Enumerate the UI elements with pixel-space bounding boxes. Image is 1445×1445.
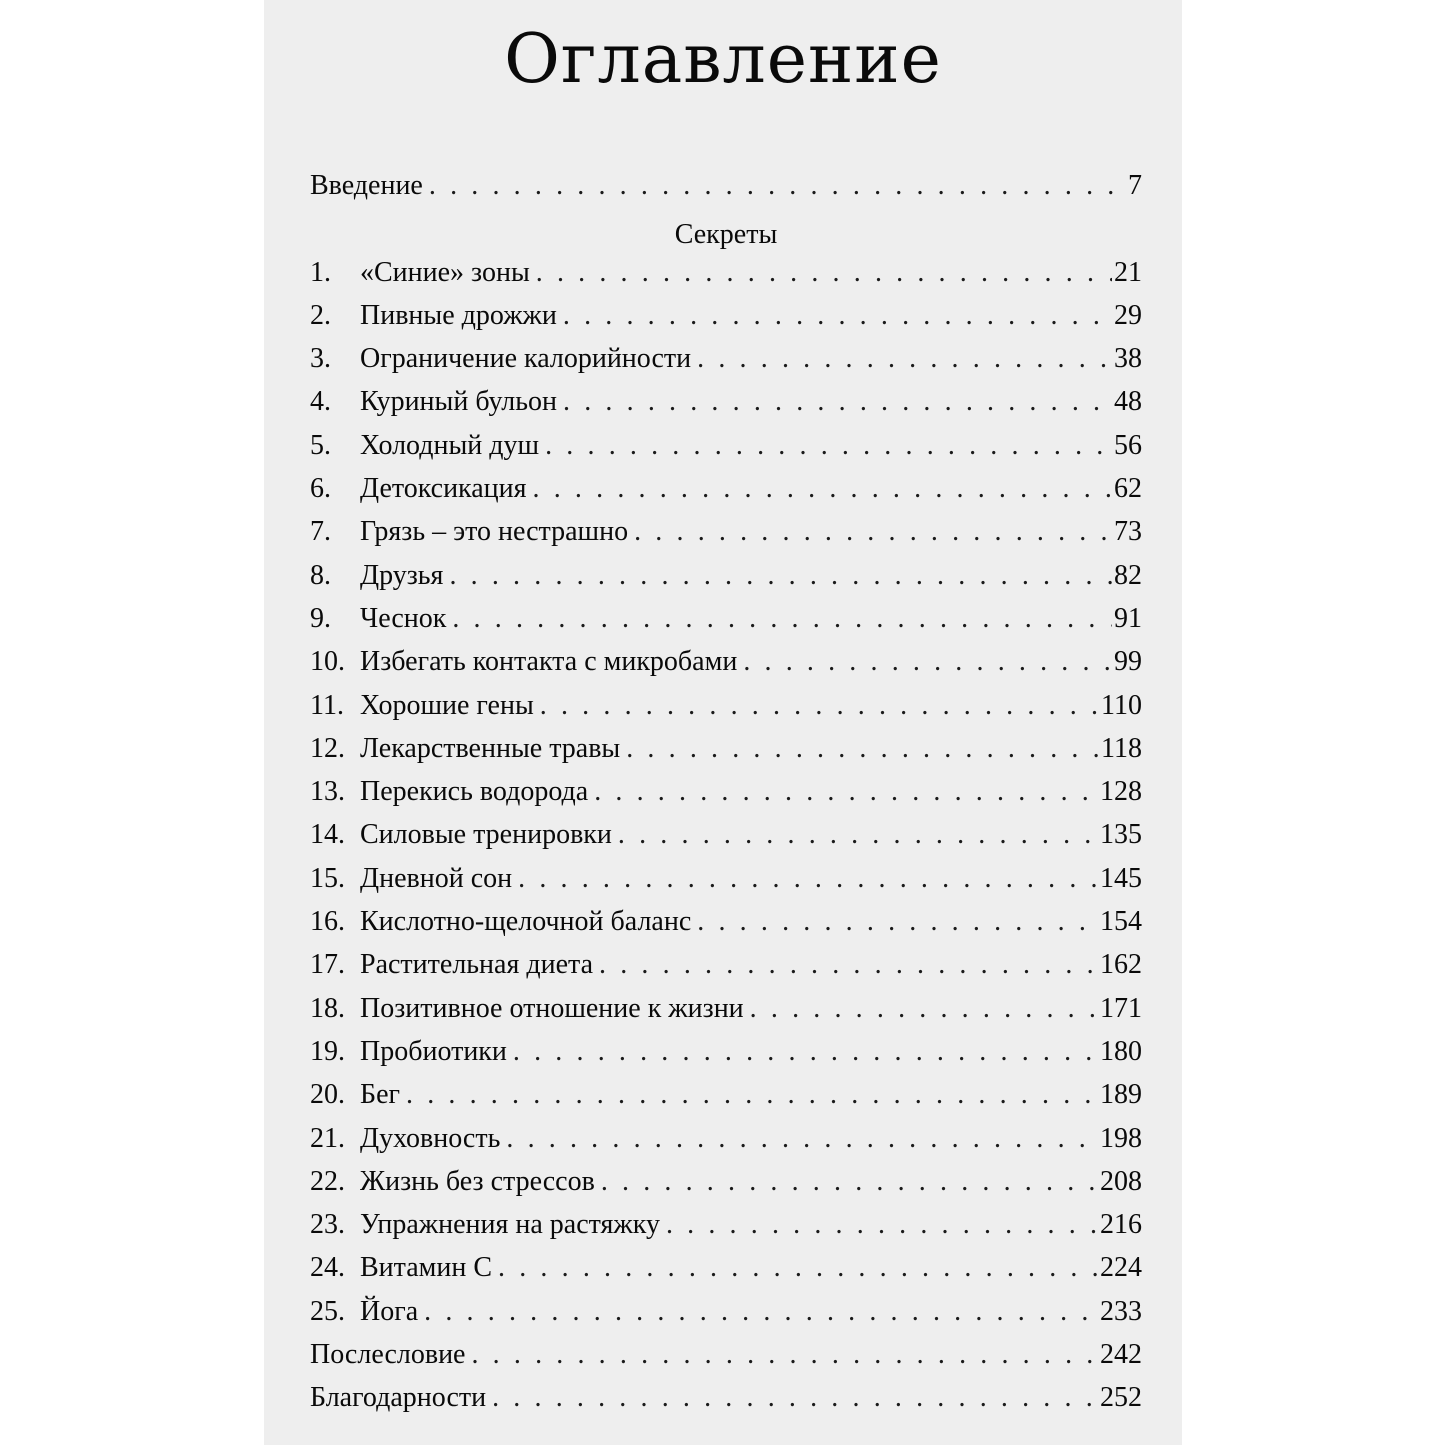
toc-entry-page: 29	[1114, 299, 1142, 331]
toc-entry-title: Позитивное отношение к жизни	[360, 992, 744, 1024]
toc-entry-chapter	[310, 1252, 1142, 1295]
dot-leader	[492, 1382, 1098, 1414]
toc-entry-chapter	[310, 1166, 1142, 1209]
toc-entry-page: 91	[1114, 602, 1142, 634]
dot-leader	[750, 993, 1098, 1025]
toc-entry-chapter	[310, 257, 1142, 300]
toc-entry-page: 21	[1114, 256, 1142, 288]
dot-leader	[506, 1123, 1098, 1155]
toc-entry-number: 19.	[310, 1035, 345, 1067]
toc-entry-page: 48	[1114, 386, 1142, 418]
toc-entry-title: Упражнения на растяжку	[360, 1209, 660, 1241]
toc-entry-number: 14.	[310, 819, 345, 851]
dot-leader	[697, 906, 1098, 938]
toc-entry-title: Витамин С	[360, 1252, 493, 1284]
toc-entry-number: 16.	[310, 906, 345, 938]
toc-entry-title: Лекарственные травы	[360, 732, 621, 764]
toc-entry-page: 189	[1100, 1079, 1142, 1111]
table-of-contents	[310, 170, 1142, 1426]
dot-leader	[563, 300, 1112, 332]
dot-leader	[452, 603, 1112, 635]
toc-entry-number: 21.	[310, 1122, 345, 1154]
toc-entry-number: 8.	[310, 559, 331, 591]
dot-leader	[601, 1166, 1098, 1198]
toc-entry-title: Перекись водорода	[360, 776, 589, 808]
toc-entry-title: Бег	[360, 1079, 400, 1111]
dot-leader	[618, 819, 1098, 851]
toc-entry-page: 252	[1100, 1382, 1142, 1414]
dot-leader	[545, 430, 1112, 462]
toc-entry-intro	[310, 170, 1142, 213]
toc-entry-page: 118	[1101, 732, 1142, 764]
toc-entry-chapter	[310, 430, 1142, 473]
toc-entry-title: Пробиотики	[360, 1035, 507, 1067]
toc-entry-number: 11.	[310, 689, 344, 721]
dot-leader	[518, 863, 1098, 895]
toc-entry-chapter	[310, 646, 1142, 689]
toc-entry-title: Жизнь без стрессов	[360, 1165, 595, 1197]
toc-entry-page: 110	[1101, 689, 1142, 721]
dot-leader	[424, 1296, 1098, 1328]
toc-entry-number: 20.	[310, 1079, 345, 1111]
toc-entry-number: 4.	[310, 386, 331, 418]
dot-leader	[540, 690, 1099, 722]
toc-entry-number: 3.	[310, 343, 331, 375]
toc-entry-page: 135	[1100, 819, 1142, 851]
toc-entry-chapter	[310, 1036, 1142, 1079]
dot-leader	[599, 949, 1098, 981]
toc-entry-page: 38	[1114, 343, 1142, 375]
toc-entry-page: 216	[1100, 1209, 1142, 1241]
toc-entry-title: Дневной сон	[360, 862, 513, 894]
toc-entry-acknowledgements	[310, 1382, 1142, 1425]
toc-entry-page: 128	[1100, 776, 1142, 808]
toc-entry-page: 162	[1100, 949, 1142, 981]
toc-entry-number: 17.	[310, 949, 345, 981]
dot-leader	[634, 516, 1112, 548]
toc-entry-chapter	[310, 690, 1142, 733]
toc-entry-title: Пивные дрожжи	[360, 299, 557, 331]
dot-leader	[697, 343, 1112, 375]
toc-entry-title: Избегать контакта с микробами	[360, 646, 738, 678]
toc-entry-title: Хорошие гены	[360, 689, 534, 721]
toc-entry-chapter	[310, 819, 1142, 862]
dot-leader	[626, 733, 1099, 765]
dot-leader	[513, 1036, 1098, 1068]
toc-entry-page: 145	[1100, 862, 1142, 894]
dot-leader	[594, 776, 1098, 808]
toc-entry-afterword	[310, 1339, 1142, 1382]
toc-entry-title: Грязь – это нестрашно	[360, 516, 629, 548]
toc-entry-page: 198	[1100, 1122, 1142, 1154]
toc-entry-number: 24.	[310, 1252, 345, 1284]
page-title: Оглавление	[504, 20, 942, 99]
dot-leader	[666, 1209, 1098, 1241]
toc-entry-chapter	[310, 949, 1142, 992]
toc-entry-title: Холодный душ	[360, 429, 540, 461]
toc-entry-title: Йога	[360, 1295, 419, 1327]
toc-entry-title: Кислотно-щелочной баланс	[360, 906, 692, 938]
dot-leader	[498, 1252, 1098, 1284]
dot-leader	[449, 560, 1112, 592]
toc-entry-page: 7	[1128, 170, 1142, 201]
toc-entry-title: Послесловие	[310, 1339, 466, 1371]
toc-entry-chapter	[310, 906, 1142, 949]
toc-entry-page: 180	[1100, 1035, 1142, 1067]
toc-entry-chapter	[310, 733, 1142, 776]
section-heading: Секреты	[674, 219, 778, 251]
toc-entry-chapter	[310, 863, 1142, 906]
toc-entry-title: Куриный бульон	[360, 386, 558, 418]
toc-entry-chapter	[310, 386, 1142, 429]
dot-leader	[536, 257, 1112, 289]
chapter-list	[310, 257, 1142, 1339]
toc-entry-title: Чеснок	[360, 602, 447, 634]
toc-entry-page: 56	[1114, 429, 1142, 461]
toc-entry-number: 12.	[310, 732, 345, 764]
toc-entry-number: 10.	[310, 646, 345, 678]
toc-entry-title: Введение	[310, 170, 423, 201]
toc-entry-chapter	[310, 603, 1142, 646]
toc-entry-chapter	[310, 1296, 1142, 1339]
toc-entry-title: Ограничение калорийности	[360, 343, 692, 375]
toc-entry-number: 9.	[310, 602, 331, 634]
toc-entry-number: 1.	[310, 256, 331, 288]
toc-entry-chapter	[310, 1209, 1142, 1252]
dot-leader	[471, 1339, 1098, 1371]
toc-entry-page: 224	[1100, 1252, 1142, 1284]
toc-entry-number: 7.	[310, 516, 331, 548]
toc-entry-chapter	[310, 300, 1142, 343]
dot-leader	[563, 386, 1112, 418]
toc-entry-chapter	[310, 560, 1142, 603]
toc-entry-number: 13.	[310, 776, 345, 808]
book-page	[264, 0, 1182, 1445]
toc-entry-title: Растительная диета	[360, 949, 594, 981]
toc-entry-page: 82	[1114, 559, 1142, 591]
toc-entry-page: 208	[1100, 1165, 1142, 1197]
toc-entry-number: 5.	[310, 429, 331, 461]
toc-entry-number: 23.	[310, 1209, 345, 1241]
toc-entry-chapter	[310, 343, 1142, 386]
toc-entry-chapter	[310, 516, 1142, 559]
toc-entry-page: 99	[1114, 646, 1142, 678]
dot-leader	[429, 170, 1126, 202]
toc-entry-chapter	[310, 1123, 1142, 1166]
toc-entry-page: 242	[1100, 1339, 1142, 1371]
toc-entry-title: Благодарности	[310, 1382, 487, 1414]
toc-entry-page: 171	[1100, 992, 1142, 1024]
dot-leader	[406, 1079, 1098, 1111]
toc-entry-number: 6.	[310, 473, 331, 505]
toc-entry-chapter	[310, 776, 1142, 819]
toc-entry-page: 154	[1100, 906, 1142, 938]
toc-entry-page: 233	[1100, 1295, 1142, 1327]
toc-entry-number: 15.	[310, 862, 345, 894]
toc-entry-number: 18.	[310, 992, 345, 1024]
toc-entry-chapter	[310, 473, 1142, 516]
toc-entry-title: Детоксикация	[360, 473, 527, 505]
toc-entry-title: Духовность	[360, 1122, 501, 1154]
dot-leader	[743, 646, 1112, 678]
toc-entry-title: Силовые тренировки	[360, 819, 612, 851]
toc-entry-title: «Синие» зоны	[360, 256, 530, 288]
toc-entry-number: 2.	[310, 299, 331, 331]
toc-entry-page: 73	[1114, 516, 1142, 548]
toc-entry-number: 22.	[310, 1165, 345, 1197]
toc-entry-number: 25.	[310, 1295, 345, 1327]
toc-entry-page: 62	[1114, 473, 1142, 505]
dot-leader	[533, 473, 1112, 505]
toc-entry-chapter	[310, 993, 1142, 1036]
toc-entry-title: Друзья	[360, 559, 444, 591]
toc-entry-chapter	[310, 1079, 1142, 1122]
